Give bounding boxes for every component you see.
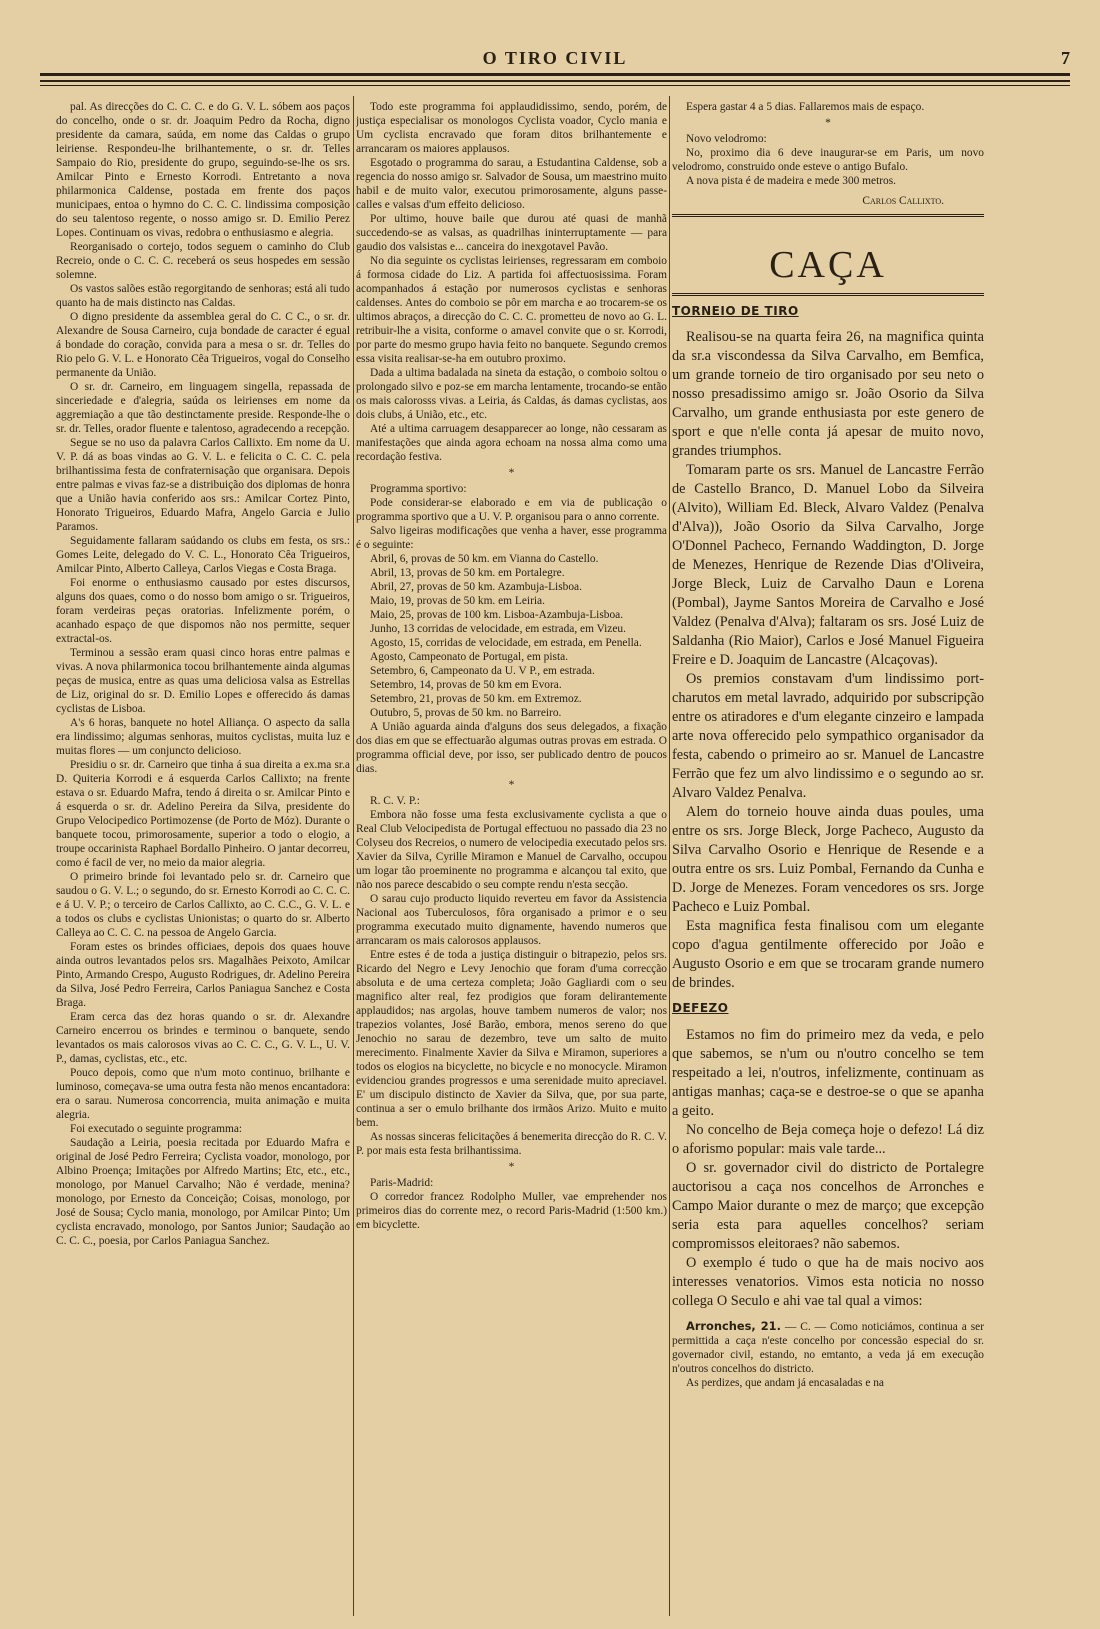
section-separator: * [508, 467, 515, 479]
section-rule [672, 293, 984, 296]
paragraph: O sr. governador civil do districto de Portalegre auctorisou a caça nos concelhos de Arronches e Campo Maior durante o mez de março; que excepção seria esta para aquelles concelhos? seriam compromissos eleitoraes? não sabemos. [672, 1159, 984, 1252]
column-divider [669, 96, 670, 1616]
paragraph: Foi enorme o enthusiasmo causado por estes discursos, alguns dos quaes, como o do nosso bom amigo o sr. Trigueiros, foram verdeiras peças oratorias. Infelizmente porém, o acanhado espaço de que dispomos não nos permitte, sequer extractal-os. [56, 577, 350, 645]
page-header [40, 48, 1070, 68]
paragraph: Reorganisado o cortejo, todos seguem o caminho do Club Recreio, onde o C. C. C. receberá os seus hospedes em sessão solemne. [56, 241, 350, 281]
paragraph: Foram estes os brindes officiaes, depois dos quaes houve ainda outros levantados pelos srs. Magalhães Peixoto, Amilcar Pinto, Armando Crespo, Augusto Rodrigues, dr. Adelino Pereira da Silva, José Pedro Ferreira, Carlos Paniagua Sanchez e Costa Braga. [56, 941, 350, 1009]
column-divider [353, 96, 354, 1616]
column-1 [56, 100, 350, 1610]
schedule-item: Maio, 25, provas de 100 km. Lisboa-Azambuja-Lisboa. [370, 609, 624, 621]
dateline: Arronches, 21. [686, 1318, 781, 1333]
author-signature: Carlos Callixto. [862, 195, 944, 207]
paragraph: Espera gastar 4 a 5 dias. Fallaremos mais de espaço. [686, 101, 925, 113]
subheading-torneio: TORNEIO DE TIRO [672, 304, 799, 318]
paragraph: A União aguarda ainda d'alguns dos seus delegados, a fixação dos dias em que se effectuarão algumas outras provas em estrada. O programma official deve, por isso, ser publicado dentro de poucos dias. [356, 721, 667, 775]
paragraph: A's 6 horas, banquete no hotel Alliança. O aspecto da salla era lindissimo; algumas senhoras, muitos cyclistas, muita luz e muitas flores — um conjuncto delicioso. [56, 717, 350, 757]
quoted-text: — C. — Como noticiámos, continua a ser permittida a caça n'este concelho por concessão especial do sr. governador civil, estando, no emtanto, a veda já em execução n'outros concelhos do districto. [672, 1320, 984, 1375]
schedule-item: Abril, 27, provas de 50 km. Azambuja-Lisboa. [370, 581, 582, 593]
paragraph: Programma sportivo: [370, 483, 467, 495]
schedule-item: Maio, 19, provas de 50 km. em Leiria. [370, 595, 545, 607]
paragraph: Entre estes é de toda a justiça distinguir o bitrapezio, pelos srs. Ricardo del Negro e Levy Jenochio que foram d'uma correcção absoluta e de uma certeza completa; João Gagliardi com o seu magnifico alter real, fez prodigios que foram delirantemente applaudidos; nas argolas, houve tambem numeros de valor; nos trapezios volantes, José Barão, embora, menos sereno do que Jenochio no sarau de dezembro, teve um salto de muito merecimento. Finalmente Xavier da Silva e Miramon, superiores a todos os elogios na bicyclette, no bicycle e no monocycle. Miramon evidenciou grandes progressos e uma serenidade muito apreciavel. E' um discipulo distincto de Xavier da Silva, que, por sua parte, continua a ser o emulo brilhante dos irmãos Arizo. Muito e muito bem. [356, 949, 667, 1129]
schedule-item: Outubro, 5, provas de 50 km. no Barreiro. [370, 707, 562, 719]
paragraph: pal. As direcções do C. C. C. e do G. V. L. sóbem aos paços do concelho, onde o sr. dr. Joaquim Pedro da Rocha, digno presidente da camara, saúda, em nome das Caldas o grupo leiriense. Respondeu-lhe brilhantemente, o sr. dr. Telles Sampaio do Rio, presidente do grupo, seguindo-se-lhe os srs. Amilcar Pinto e Ernesto Korrodi. Entretanto a nova philarmonica Caldense, postada em frente dos paços municipaes, entoa o hymno do C. C. C. lindissima composição do seu talentoso regente, o nosso amigo sr. D. Emilio Perez Lopes. Continuam os vivas, redobra o enthusiasmo e alegria. [56, 101, 350, 239]
paragraph: Esta magnifica festa finalisou com um elegante copo d'agua gentilmente offerecido por João e Augusto Osorio e em que se trocaram grande numero de brindes. [672, 918, 984, 992]
paragraph: Seguidamente fallaram saúdando os clubs em festa, os srs.: Gomes Leite, delegado do V. C. L., Honorato Cêa Trigueiros, Amilcar Pinto, Alberto Calleya, Carlos Viegas e Costa Braga. [56, 535, 350, 575]
paragraph: Salvo ligeiras modificações que venha a haver, esse programma é o seguinte: [356, 525, 667, 551]
newspaper-title: O TIRO CIVIL [482, 48, 628, 68]
column-3 [672, 100, 984, 1610]
paragraph: O primeiro brinde foi levantado pelo sr. dr. Carneiro que saudou o G. V. L.; o segundo, do sr. Ernesto Korrodi ao C. C. C. e á U. V. P.; o terceiro de Carlos Callixto, ao C. C.C., G. V. L. e a todos os clubs e cyclistas Unionistas; o quarto do sr. Alberto Calleya ao C. C. C. na pessoa de Angelo Garcia. [56, 871, 350, 939]
section-rule [672, 214, 984, 217]
paragraph: O digno presidente da assemblea geral do C. C C., o sr. dr. Alexandre de Sousa Carneiro, cuja bondade de caracter é egual á bondade do coração, convida para a mesa o sr. dr. Telles do Rio pelo G. V. L. e Honorato Cêa Trigueiros, vogal do Conselho permanente da União. [56, 311, 350, 379]
paragraph: Esgotado o programma do sarau, a Estudantina Caldense, sob a regencia do nosso amigo sr. Salvador de Sousa, um maestrino muito habil e de muito valor, executou primorosamente, alguns passe-calles e valsas d'um effeito delicioso. [356, 157, 667, 211]
paragraph: A nova pista é de madeira e mede 300 metros. [686, 175, 897, 187]
schedule-item: Setembro, 6, Campeonato da U. V P., em estrada. [370, 665, 595, 677]
section-separator: * [508, 779, 515, 791]
rule-thick [40, 73, 1070, 76]
paragraph: Presidiu o sr. dr. Carneiro que tinha á sua direita a ex.ma sr.a D. Quiteria Korrodi e á esquerda Carlos Callixto; na frente estava o sr. Eduardo Mafra, tendo á direita o sr. Amilcar Pinto e á esquerda o sr. dr. Adelino Pereira da Silva, presidente do Grupo Velocipedico Portimozense (de Porto de Móz). Durante o banquete tocou, primorosamente, superior a todo o elogio, a troupe occarinista Raphael Bordallo Pinheiro. O jantar decorreu, como é facil de ver, no meio da maior alegria. [56, 759, 350, 869]
paragraph: R. C. V. P.: [370, 795, 420, 807]
paragraph: O sarau cujo producto liquido reverteu em favor da Assistencia Nacional aos Tuberculosos, fôra organisado a primor e o seu programma executado muito dignamente, havendo numeros que arrancaram os mais calorosos applausos. [356, 893, 667, 947]
paragraph: Terminou a sessão eram quasi cinco horas entre palmas e vivas. A nova philarmonica tocou brilhantemente ainda algumas peças de musica, entre as quas uma deliciosa valsa as Estrellas de Liz, original do sr. D. Emilio Lopes e offerecido ás damas cyclistas de Lisboa. [56, 647, 350, 715]
paragraph: Estamos no fim do primeiro mez da veda, e pelo que sabemos, se n'um ou n'outro concelho se tem respeitado a lei, n'outros, infelizmente, continuam as antigas manhas; caça-se e destroe-se o que se apanha a geito. [672, 1026, 984, 1119]
column-3-top [672, 100, 984, 208]
paragraph: No, proximo dia 6 deve inaugurar-se em Paris, um novo velodromo, construido onde esteve o antigo Bufalo. [672, 147, 984, 173]
schedule-item: Agosto, Campeonato de Portugal, em pista. [370, 651, 569, 663]
paragraph: Todo este programma foi applaudidissimo, sendo, porém, de justiça especialisar os monologos Cyclista voador, Cyclo mania e Um cyclista encravado que foram ditos brilhantemente e arrancaram os maiores applausos. [356, 101, 667, 155]
paragraph: Foi executado o seguinte programma: [70, 1123, 243, 1135]
paragraph: Os premios constavam d'um lindissimo port-charutos em metal lavrado, adquirido por subscripção entre os atiradores e d'um elegante cinzeiro e lampada arte nova offerecido pelo sympathico organisador da festa, cabendo o primeiro ao sr. Manuel de Lancastre Ferrão que fez um alvo lindissimo e o segundo ao sr. Alvaro Valdez Penalva. [672, 671, 984, 802]
paragraph: O exemplo é tudo o que ha de mais nocivo aos interesses venatorios. Vimos esta noticia no nosso collega O Seculo e ahi vae tal qual a vimos: [672, 1254, 984, 1309]
paragraph: O corredor francez Rodolpho Muller, vae emprehender nos primeiros dias do corrente mez, o record Paris-Madrid (1:500 km.) em bicyclette. [356, 1191, 667, 1231]
schedule-item: Abril, 13, provas de 50 km. em Portalegre. [370, 567, 565, 579]
column-2 [356, 100, 667, 1610]
rule-thin [40, 85, 1070, 86]
paragraph: Por ultimo, houve baile que durou até quasi de manhã succedendo-se as valsas, as quadrilhas ininterruptamente — para gaudio dos valsistas e... canceira do inexgotavel Pavão. [356, 213, 667, 253]
paragraph [672, 1319, 984, 1376]
paragraph: Novo velodromo: [686, 133, 767, 145]
paragraph: Paris-Madrid: [370, 1177, 434, 1189]
section-separator: * [508, 1161, 515, 1173]
paragraph: Eram cerca das dez horas quando o sr. dr. Alexandre Carneiro encerrou os brindes e terminou o banquete, sendo levantados os mais calorosos vivas ao C. C. C., G. V. L., U. V. P., damas, cyclistas, etc., etc. [56, 1011, 350, 1065]
defezo-article [672, 1026, 984, 1311]
paragraph: Alem do torneio houve ainda duas poules, uma entre os srs. Jorge Bleck, Jorge Pacheco, Augusto da Silva Carvalho Osorio e Henrique de Resende e a outra entre os srs. Luiz Pombal, Fernando da Cunha e D. Jorge de Menezes. Foram vencedores os srs. Jorge Pacheco e Luiz Pombal. [672, 804, 984, 916]
torneio-article [672, 328, 984, 993]
paragraph: Os vastos salões estão regorgitando de senhoras; está ali tudo quanto ha de mais distincto nas Caldas. [56, 283, 350, 309]
paragraph: O sr. dr. Carneiro, em linguagem singella, repassada de sinceriedade e d'alegria, saúda os leirienses em nome da aggremiação a que tão destinctamente preside. Responde-lhe o sr. dr. Telles, orador fluente e talentoso, agradecendo a recepção. [56, 381, 350, 435]
quoted-news [672, 1319, 984, 1390]
paragraph: Pouco depois, como que n'um moto continuo, brilhante e luminoso, começava-se uma outra festa não menos encantadora: era o sarau. Numerosa concorrencia, muita animação e muita alegria. [56, 1067, 350, 1121]
paragraph: No concelho de Beja começa hoje o defezo! Lá diz o aforismo popular: mais vale tarde... [672, 1121, 984, 1157]
page-number: 7 [1061, 48, 1070, 68]
paragraph: No dia seguinte os cyclistas leirienses, regressaram em comboio á formosa cidade do Liz. A partida foi affectuosissima. Foram acompanhados á estação por numerosos cyclistas e senhoras caldenses. Antes do comboio se pôr em marcha e ao trocarem-se os ultimos abraços, a direcção do C. C. C. prometteu de novo ao G. L. retribuir-lhe a visita, conforme o amavel convite que o sr. Korrodi, por parte do mesmo grupo havia feito no banquete. Segundo cremos essa visita realisar-se-ha em outubro proximo. [356, 255, 667, 365]
paragraph: Embora não fosse uma festa exclusivamente cyclista a que o Real Club Velocipedista de Portugal effectuou no passado dia 23 no Colyseu dos Recreios, o numero de velocipedia executado pelos srs. Xavier da Silva, Cyrille Miramon e Manuel de Carvalho, occupou um logar tão proeminente no programma e alcançou tal exito, que não nos parece descabido o seu compte rendu n'esta secção. [356, 809, 667, 891]
schedule-item: Setembro, 14, provas de 50 km em Evora. [370, 679, 562, 691]
subheading-defezo: DEFEZO [672, 1001, 729, 1016]
paragraph: Dada a ultima badalada na sineta da estação, o comboio soltou o prolongado silvo e poz-se em marcha lentamente, trocando-se então os mais calorosss vivas. a Leiria, ás Caldas, ás damas cyclistas, aos dois clubs, á União, etc., etc. [356, 367, 667, 421]
paragraph: Realisou-se na quarta feira 26, na magnifica quinta da sr.a viscondessa da Silva Carvalho, em Bemfica, um grande torneio de tiro organisado por seu neto o nosso presadissimo amigo sr. João Osorio da Silva Carvalho, um grande enthusiasta por este genero de sport e que n'elle conta já apesar de muito novo, grandes triumphos. [672, 329, 984, 460]
paragraph: Segue se no uso da palavra Carlos Callixto. Em nome da U. V. P. dá as boas vindas ao G. V. L. e felicita o C. C. C. pela brilhantissima festa de confraternisação que organisara. Depois entre palmas e vivas faz-se a distribuição dos diplomas de honra que a União havia conferido aos srs.: Amilcar Cortez Pinto, Honorato Trigueiros, Eduardo Mafra, Angelo Garcia e Julio Paramos. [56, 437, 350, 533]
paragraph: As perdizes, que andam já encasaladas e na [686, 1376, 884, 1389]
schedule-item: Junho, 13 corridas de velocidade, em estrada, em Vizeu. [370, 623, 626, 635]
header-rules [40, 73, 1070, 91]
section-title: CAÇA [769, 244, 887, 286]
section-separator: * [825, 117, 831, 129]
schedule-item: Abril, 6, provas de 50 km. em Vianna do Castello. [370, 553, 599, 565]
schedule-item: Setembro, 21, provas de 50 km. em Extremoz. [370, 693, 582, 705]
paragraph: Pode considerar-se elaborado e em via de publicação o programma sportivo que a U. V. P. organisou para o anno corrente. [356, 497, 667, 523]
schedule-item: Agosto, 15, corridas de velocidade, em estrada, em Penella. [370, 637, 642, 649]
paragraph: As nossas sinceras felicitações á benemerita direcção do R. C. V. P. por mais esta festa brilhantissima. [356, 1131, 667, 1157]
paragraph: Tomaram parte os srs. Manuel de Lancastre Ferrão de Castello Branco, D. Manuel Lobo da Silveira (Alvito), William Ed. Bleck, Alvaro Valdez (Penalva d'Alva)), João Osorio da Silva Carvalho, Jorge O'Donnel Pacheco, Fernando Waddington, D. Jorge de Menezes, Henrique de Rezende Dias d'Oliveira, Jorge Bleck, Luiz de Carvalho Daun e Lorena (Pombal), Jayme Santos Moreira de Carvalho e José Valdez (Penalva d'Alva); faltaram os srs. José Luiz de Saldanha (Rio Maior), Carlos e José Manuel Figueira Freire e D. Joaquim de Lancastre (Alcaçovas). [672, 462, 984, 669]
paragraph: Até a ultima carruagem desapparecer ao longe, não cessaram as manifestações que ainda agora echoam na nossa alma como uma recordação festiva. [356, 423, 667, 463]
paragraph: Saudação a Leiria, poesia recitada por Eduardo Mafra e original de José Pedro Ferreira; Cyclista voador, monologo, por Albino Proença; Imitações por Alfredo Martins; Etc, etc., etc., monologo, por Manuel Carvalho; Não é verdade, menina? monologo, por Ernesto da Conceição; Coisas, monologo, por José de Sousa; Cyclo mania, monologo, por Amilcar Pinto; Um cyclista encravado, monologo, por Santos Junior; Saudação ao C. C. C., poesia, por Carlos Paniagua Sanchez. [56, 1137, 350, 1247]
rule-medium [40, 80, 1070, 82]
